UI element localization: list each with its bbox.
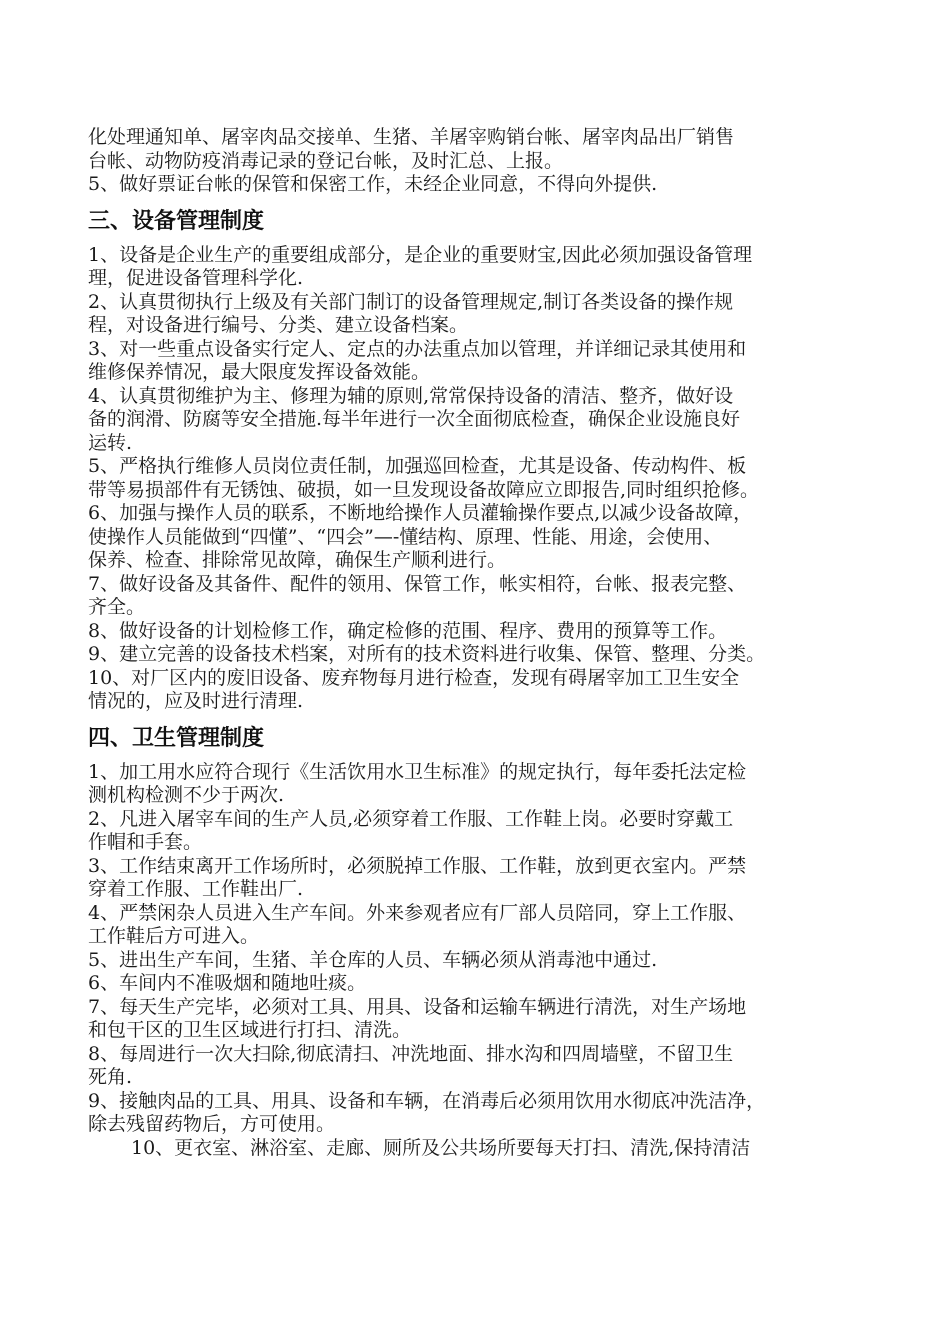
- section4-item: [88, 1090, 878, 1137]
- text-line: 工作鞋后方可进入。: [88, 925, 260, 947]
- section4-item: [88, 1137, 878, 1161]
- section3-item: [88, 291, 878, 338]
- text-line: 5、严格执行维修人员岗位责任制，加强巡回检查，尤其是设备、传动构件、板: [88, 455, 747, 477]
- intro-paragraph-2: [88, 173, 878, 197]
- text-line: 10、对厂区内的废旧设备、废弃物每月进行检查，发现有碍屠宰加工卫生安全: [88, 666, 740, 689]
- section4-item: [88, 1043, 878, 1090]
- text-line: 5、做好票证台帐的保管和保密工作，未经企业同意，不得向外提供.: [88, 173, 658, 195]
- text-line: 保养、检查、排除常见故障，确保生产顺利进行。: [88, 549, 507, 571]
- section3-item: [88, 502, 878, 573]
- section-heading-hygiene: 四、卫生管理制度: [88, 725, 265, 751]
- section-heading-equipment: 三、设备管理制度: [88, 208, 265, 234]
- section3-item: [88, 667, 878, 714]
- text-line: 4、严禁闲杂人员进入生产车间。外来参观者应有厂部人员陪同，穿上工作服、: [88, 901, 747, 924]
- text-line: 备的润滑、防腐等安全措施.每半年进行一次全面彻底检查，确保企业设施良好: [88, 408, 741, 430]
- text-line: 8、每周进行一次大扫除,彻底清扫、冲洗地面、排水沟和四周墙壁，不留卫生: [88, 1042, 734, 1065]
- text-line: 和包干区的卫生区域进行打扫、清洗。: [88, 1019, 412, 1041]
- text-line: 作帽和手套。: [88, 831, 203, 853]
- text-line: 5、进出生产车间，生猪、羊仓库的人员、车辆必须从消毒池中通过.: [88, 948, 658, 971]
- section3-item: [88, 338, 878, 385]
- section3-item: [88, 455, 878, 502]
- text-line: 情况的，应及时进行清理.: [88, 690, 304, 712]
- document-page: [88, 126, 878, 1160]
- section3-item: [88, 573, 878, 620]
- section4-item: [88, 972, 878, 996]
- intro-paragraph-1: [88, 126, 878, 173]
- text-line: 9、建立完善的设备技术档案，对所有的技术资料进行收集、保管、整理、分类。: [88, 643, 766, 665]
- text-line: 使操作人员能做到“四懂”、“四会”—-懂结构、原理、性能、用途，会使用、: [88, 525, 723, 548]
- text-line: 化处理通知单、屠宰肉品交接单、生猪、羊屠宰购销台帐、屠宰肉品出厂销售: [88, 126, 735, 148]
- section3-item: [88, 244, 878, 291]
- section3-item: [88, 643, 878, 667]
- text-line: 死角.: [88, 1066, 133, 1088]
- text-line: 6、车间内不准吸烟和随地吐痰。: [88, 972, 367, 994]
- text-line: 运转.: [88, 431, 133, 454]
- text-line: 2、认真贯彻执行上级及有关部门制订的设备管理规定,制订各类设备的操作规: [88, 290, 734, 313]
- text-line: 7、做好设备及其备件、配件的领用、保管工作，帐实相符，台帐、报表完整、: [88, 572, 747, 595]
- text-line: 测机构检测不少于两次.: [88, 784, 285, 806]
- text-line: 穿着工作服、工作鞋出厂.: [88, 878, 304, 900]
- text-line: 1、加工用水应符合现行《生活饮用水卫生标准》的规定执行，每年委托法定检: [88, 760, 747, 783]
- text-line: 除去残留药物后，方可使用。: [88, 1113, 336, 1135]
- text-line: 维修保养情况，最大限度发挥设备效能。: [88, 361, 431, 383]
- section4-item: [88, 855, 878, 902]
- text-line: 4、认真贯彻维护为主、修理为辅的原则,常常保持设备的清洁、整齐，做好设: [88, 384, 734, 407]
- text-line: 1、设备是企业生产的重要组成部分，是企业的重要财宝,因此必须加强设备管理: [88, 243, 753, 266]
- section4-item: [88, 761, 878, 808]
- text-line: 8、做好设备的计划检修工作，确定检修的范围、程序、费用的预算等工作。: [88, 619, 728, 642]
- text-line: 2、凡进入屠宰车间的生产人员,必须穿着工作服、工作鞋上岗。必要时穿戴工: [88, 807, 734, 830]
- text-line: 7、每天生产完毕，必须对工具、用具、设备和运输车辆进行清洗，对生产场地: [88, 995, 747, 1018]
- text-line: 10、更衣室、淋浴室、走廊、厕所及公共场所要每天打扫、清洗,保持清洁: [131, 1136, 751, 1159]
- text-line: 程，对设备进行编号、分类、建立设备档案。: [88, 314, 469, 336]
- text-line: 带等易损部件有无锈蚀、破损，如一旦发现设备故障应立即报告,同时组织抢修。: [88, 478, 760, 501]
- text-line: 台帐、动物防疫消毒记录的登记台帐，及时汇总、上报。: [88, 149, 564, 172]
- section4-item: [88, 996, 878, 1043]
- text-line: 9、接触肉品的工具、用具、设备和车辆，在消毒后必须用饮用水彻底冲洗洁净，: [88, 1089, 766, 1112]
- text-line: 3、对一些重点设备实行定人、定点的办法重点加以管理，并详细记录其使用和: [88, 337, 747, 360]
- text-line: 6、加强与操作人员的联系，不断地给操作人员灌输操作要点,以减少设备故障，: [88, 502, 753, 524]
- text-line: 齐全。: [88, 596, 146, 618]
- text-line: 理，促进设备管理科学化.: [88, 267, 304, 289]
- section4-item: [88, 808, 878, 855]
- section3-item: [88, 385, 878, 456]
- text-line: 3、工作结束离开工作场所时，必须脱掉工作服、工作鞋，放到更衣室内。严禁: [88, 854, 747, 877]
- section3-item: [88, 620, 878, 644]
- section4-item: [88, 949, 878, 973]
- section4-item: [88, 902, 878, 949]
